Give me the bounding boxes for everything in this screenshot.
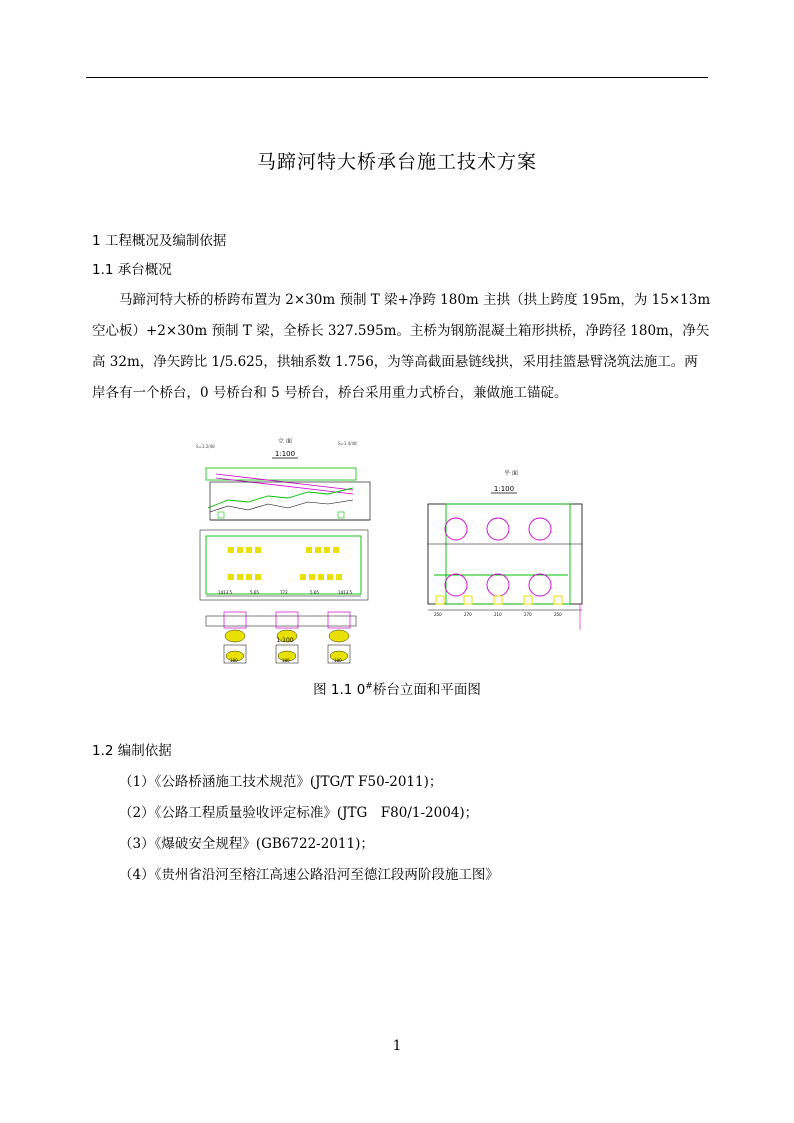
abutment-drawing <box>188 430 598 668</box>
svg-text:S=1.4/48: S=1.4/48 <box>338 441 357 446</box>
section-heading: 1 工程概况及编制依据 <box>92 233 227 249</box>
figure-caption <box>0 678 794 698</box>
paragraph-line: 岸各有一个桥台，0 号桥台和 5 号桥台，桥台采用重力式桥台，兼做施工锚碇。 <box>92 385 568 401</box>
dim-label: 1413.5 <box>338 590 352 595</box>
plan-view <box>428 469 582 630</box>
dim-label: 210 <box>494 612 502 617</box>
dim-label: 270 <box>464 612 472 617</box>
reference-item: （4）《贵州省沿河至榕江高速公路沿河至德江段两阶段施工图》 <box>119 867 499 883</box>
reference-item: （1）《公路桥涵施工技术规范》(JTG/T F50-2011)； <box>119 774 443 790</box>
caption-sup: # <box>365 681 373 692</box>
paragraph-line: 空心板）+2×30m 预制 T 梁，全桥长 327.595m。主桥为钢筋混凝土箱形拱桥，净跨径 180m，净矢 <box>92 323 710 339</box>
subsection-heading: 1.1 承台概况 <box>92 262 172 278</box>
dim-label: 180 <box>282 658 290 663</box>
dim-label: 1413.5 <box>218 590 232 595</box>
dim-label: 5.65 <box>250 590 259 595</box>
document-title: 马蹄河特大桥承台施工技术方案 <box>256 151 537 173</box>
caption-prefix: 图 1.1 0 <box>313 682 366 698</box>
reference-item: （3）《爆破安全规程》(GB6722-2011)； <box>119 836 374 852</box>
page-number: 1 <box>392 1038 402 1054</box>
elevation-scale-2: 1:100 <box>276 637 294 644</box>
reference-item: （2）《公路工程质量验收评定标准》(JTG F80/1-2004)； <box>119 805 479 821</box>
subsection-heading: 1.2 编制依据 <box>92 743 172 759</box>
paragraph-line: 高 32m，净矢跨比 1/5.625，拱轴系数 1.756，为等高截面悬链线拱，采用挂篮悬臂浇筑法施工。两 <box>92 354 698 370</box>
elevation-view <box>196 437 370 663</box>
dim-label: 250 <box>434 612 442 617</box>
overview-paragraph <box>92 285 711 409</box>
header-rule <box>86 77 708 78</box>
dim-label: 772 <box>280 590 288 595</box>
dim-label: 180 <box>334 658 342 663</box>
paragraph-line: 马蹄河特大桥的桥跨布置为 2×30m 预制 T 梁+净跨 180m 主拱（拱上跨度 195m，为 15×13m <box>119 292 711 308</box>
elevation-scale: 1:100 <box>274 450 296 458</box>
dim-label: 250 <box>554 612 562 617</box>
caption-suffix: 桥台立面和平面图 <box>372 682 481 698</box>
svg-text:S=1.2/48: S=1.2/48 <box>196 444 215 449</box>
dim-label: 180 <box>230 658 238 663</box>
plan-scale: 1:100 <box>493 485 515 493</box>
elevation-title: 立 面 <box>278 438 292 445</box>
plan-title: 平 面 <box>504 470 518 477</box>
dim-label: 5.65 <box>310 590 319 595</box>
dim-label: 270 <box>524 612 532 617</box>
